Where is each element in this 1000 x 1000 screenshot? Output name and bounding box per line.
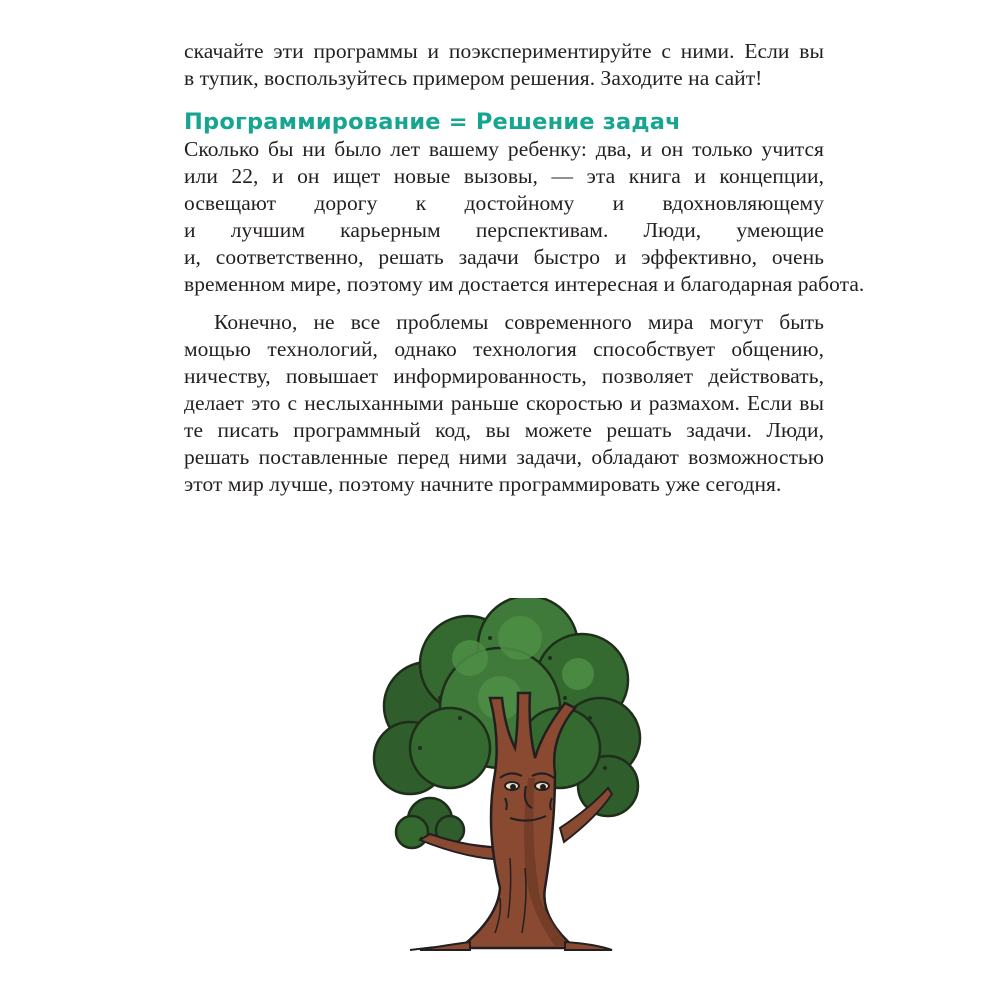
paragraph-line: временном мире, поэтому им достается интересная и благодарная работа. <box>184 272 865 296</box>
intro-line: скачайте эти программы и поэкспериментируйте с ними. Если вы <box>184 39 824 63</box>
paragraph-line: мощью технологий, однако технология способствует общению, <box>184 337 824 361</box>
paragraph-line: делает это с неслыханными раньше скоростью и размахом. Если вы <box>184 391 824 415</box>
paragraph-line: этот мир лучше, поэтому начните программировать уже сегодня. <box>184 472 782 496</box>
section-heading: Программирование = Решение задач <box>184 109 681 135</box>
paragraph-line: решать поставленные перед ними задачи, обладают возможностью <box>184 445 824 469</box>
paragraph-2 <box>184 309 824 498</box>
paragraph-line: ничеству, повышает информированность, позволяет действовать, <box>184 364 824 388</box>
intro-line: в тупик, воспользуйтесь примером решения. Заходите на сайт! <box>184 66 763 90</box>
paragraph-line: освещают дорогу к достойному и вдохновляющему <box>184 191 824 215</box>
paragraph-line: те писать программный код, вы можете решать задачи. Люди, <box>184 418 824 442</box>
paragraph-line: и лучшим карьерным перспективам. Люди, умеющие <box>184 218 824 242</box>
paragraph-line: Конечно, не все проблемы современного мира могут быть <box>214 310 824 334</box>
paragraph-line: и, соответственно, решать задачи быстро и эффективно, очень <box>184 245 824 269</box>
paragraph-line: Сколько бы ни было лет вашему ребенку: два, и он только учится <box>184 137 824 161</box>
text-column <box>184 38 865 498</box>
paragraph-line: или 22, и он ищет новые вызовы, — эта книга и концепции, <box>184 164 824 188</box>
cartoon-tree-with-face-icon <box>350 598 650 958</box>
paragraph-1 <box>184 136 865 298</box>
